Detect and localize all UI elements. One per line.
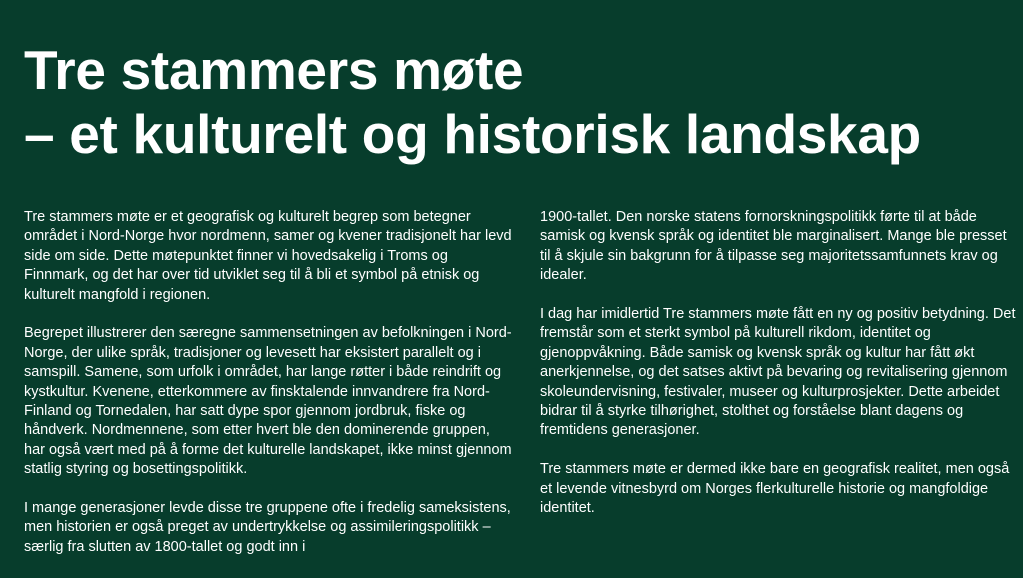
title-line-1: Tre stammers møte [24, 39, 524, 101]
page-title [24, 38, 921, 166]
paragraph: Begrepet illustrerer den særegne sammensetningen av befolkningen i Nord-Norge, der ulike språk, tradisjoner og levesett har eksistert parallelt og i samspill. Samene, som urfolk i området, har lange røtter i både reindrift og kystkultur. Kvenene, etterkommere av finsktalende innvandrere fra Nord-Finland og Tornedalen, har satt dype spor gjennom jordbruk, fiske og håndverk. Nordmennene, som etter hvert ble den dominerende gruppen, har også vært med på å forme det kulturelle landskapet, ikke minst gjennom statlig styring og bosettingspolitikk. [24, 325, 512, 478]
paragraph: I mange generasjoner levde disse tre gruppene ofte i fredelig sameksistens, men historien er også preget av undertrykkelse og assimileringspolitikk – særlig fra slutten av 1800-tallet og godt inn i [24, 500, 511, 555]
right-column [540, 208, 1018, 538]
paragraph: Tre stammers møte er dermed ikke bare en geografisk realitet, men også et levende vitnesbyrd om Norges flerkulturelle historie og mangfoldige identitet. [540, 461, 1010, 517]
paragraph: Tre stammers møte er et geografisk og kulturelt begrep som betegner området i Nord-Norge hvor nordmenn, samer og kvener tradisjonelt har levd side om side. Dette møtepunktet finner vi hovedsakelig i Troms og Finnmark, og det har over tid utviklet seg til å bli et symbol på etnisk og kulturelt mangfold i regionen. [24, 209, 512, 303]
paragraph: I dag har imidlertid Tre stammers møte fått en ny og positiv betydning. Det fremstår som et sterkt symbol på kulturell rikdom, identitet og gjenoppvåkning. Både samisk og kvensk språk og kultur har fått økt anerkjennelse, og det satses aktivt på bevaring og revitalisering gjennom skoleundervisning, festivaler, museer og kulturprosjekter. Dette arbeidet bidrar til å styrke tilhørighet, stolthet og forståelse blant dagens og fremtidens generasjoner. [540, 306, 1016, 439]
title-line-2: – et kulturelt og historisk landskap [24, 103, 921, 165]
paragraph: 1900-tallet. Den norske statens fornorskningspolitikk førte til at både samisk og kvensk språk og identitet ble marginalisert. Mange ble presset til å skjule sin bakgrunn for å tilpasse seg majoritetssamfunnets krav og idealer. [540, 209, 1007, 284]
left-column [24, 208, 514, 577]
